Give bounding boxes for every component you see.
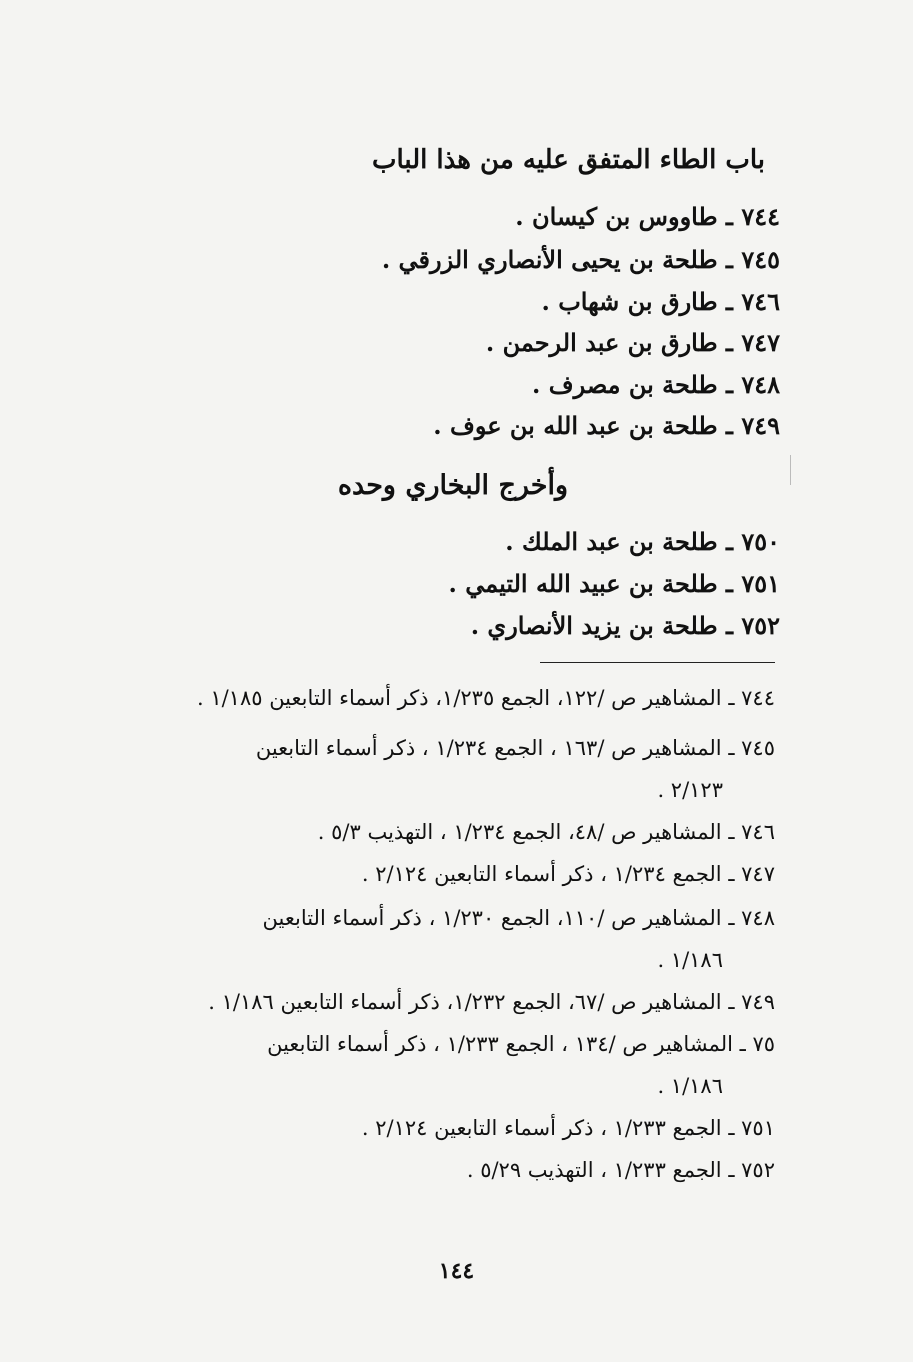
footnote-751: ٧٥١ ـ الجمع ١/٢٣٣ ، ذكر أسماء التابعين ٢/١٢٤ . [361,1116,775,1140]
footnote-745-cont: ٢/١٢٣ . [657,778,723,802]
footnote-752: ٧٥٢ ـ الجمع ١/٢٣٣ ، التهذيب ٥/٢٩ . [466,1158,775,1182]
margin-mark [790,455,791,485]
footnote-746: ٧٤٦ ـ المشاهير ص /٤٨، الجمع ١/٢٣٤ ، التهذيب ٥/٣ . [317,820,775,844]
entry-751: ٧٥١ ـ طلحة بن عبيد الله التيمي . [448,569,780,598]
section-title: باب الطاء المتفق عليه من هذا الباب [371,145,765,175]
footnote-749: ٧٤٩ ـ المشاهير ص /٦٧، الجمع ١/٢٣٢، ذكر أسماء التابعين ١/١٨٦ . [208,990,775,1014]
footnote-744: ٧٤٤ ـ المشاهير ص /١٢٢، الجمع ١/٢٣٥، ذكر أسماء التابعين ١/١٨٥ . [196,686,775,710]
entry-752: ٧٥٢ ـ طلحة بن يزيد الأنصاري . [470,611,780,640]
footnote-747: ٧٤٧ ـ الجمع ١/٢٣٤ ، ذكر أسماء التابعين ٢/١٢٤ . [361,862,775,886]
footnote-750: ٧٥ ـ المشاهير ص /١٣٤ ، الجمع ١/٢٣٣ ، ذكر أسماء التابعين [267,1032,775,1056]
entry-750: ٧٥٠ ـ طلحة بن عبد الملك . [505,527,780,556]
footnote-745: ٧٤٥ ـ المشاهير ص /١٦٣ ، الجمع ١/٢٣٤ ، ذكر أسماء التابعين [255,736,775,760]
page-number: ١٤٤ [438,1258,475,1284]
entry-747: ٧٤٧ ـ طارق بن عبد الرحمن . [485,328,780,357]
footnote-748: ٧٤٨ ـ المشاهير ص /١١٠، الجمع ١/٢٣٠ ، ذكر أسماء التابعين [262,906,775,930]
footnote-divider [540,662,775,663]
entry-745: ٧٤٥ ـ طلحة بن يحيى الأنصاري الزرقي . [381,245,780,274]
entry-748: ٧٤٨ ـ طلحة بن مصرف . [532,370,780,399]
entry-746: ٧٤٦ ـ طارق بن شهاب . [541,287,780,316]
footnote-750-cont: ١/١٨٦ . [657,1074,723,1098]
footnote-748-cont: ١/١٨٦ . [657,948,723,972]
entry-744: ٧٤٤ ـ طاووس بن كيسان . [515,202,780,231]
entry-749: ٧٤٩ ـ طلحة بن عبد الله بن عوف . [433,411,780,440]
subsection-title: وأخرج البخاري وحده [337,470,568,501]
